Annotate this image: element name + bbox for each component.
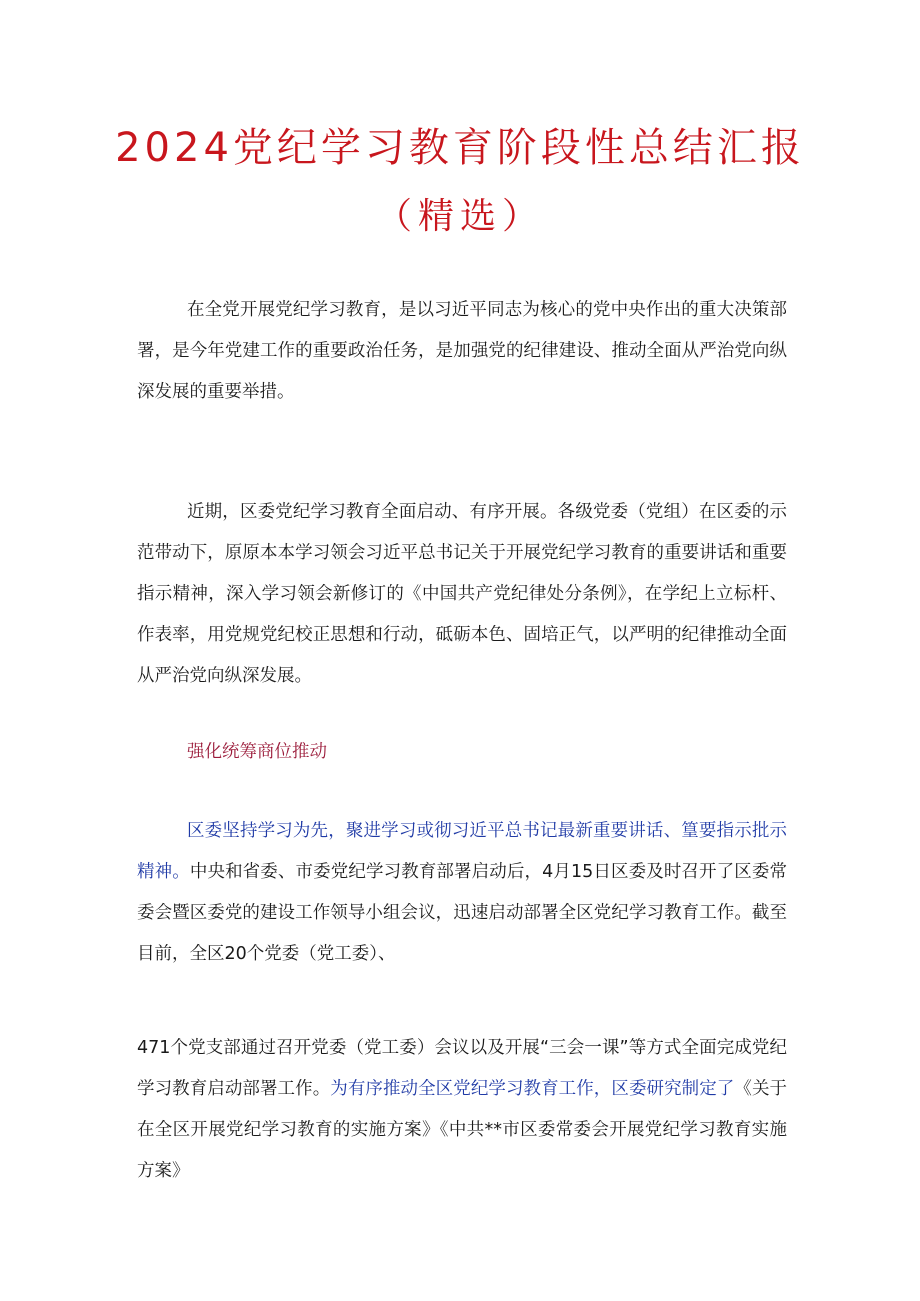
highlighted-sentence: 为有序推动全区党纪学习教育工作，区委研究制定了 [330, 1079, 735, 1099]
highlighted-sentence: 区委坚持学习为先，聚进学习或彻习近平总书记最新重要讲话、篁要指示批示精神。 [137, 821, 787, 882]
section-heading: 强化统筹商位推动 [187, 742, 327, 762]
document-subtitle: （精选） [375, 196, 544, 237]
paragraph-recent: 近期，区委党纪学习教育全面启动、有序开展。各级党委（党组）在区委的示范带动下，原原本本学习领会习近平总书记关于开展党纪学习教育的重要讲话和重要指示精神，深入学习领会新修订的《中国共产党纪律处分条例》，在学纪上立标杆、作表率，用党规党纪校正思想和行动，砥砺本色、固培正气，以严明的纪律推动全面从严治党向纵深发展。 [137, 502, 787, 686]
body-sentence: 中央和省委、市委党纪学习教育部署启动后，4月15日区委及时召开了区委常委会暨区委党的建设工作领导小组会议，迅速启动部署全区党纪学习教育工作。截至目前，全区20个党委（党工委）、 [137, 862, 787, 964]
paragraph-party-branches [137, 1028, 787, 1192]
paragraph-intro: 在全党开展党纪学习教育，是以习近平同志为核心的党中央作出的重大决策部署，是今年党建工作的重要政治任务，是加强党的纪律建设、推动全面从严治党向纵深发展的重要举措。 [137, 300, 787, 402]
body-sentence: 《关于在全区开展党纪学习教育的实施方案》《中共**市区委常委会开展党纪学习教育实施方案》 [137, 1079, 788, 1181]
body-sentence: 471个党支部通过召开党委（党工委）会议以及开展“三会一课”等方式全面完成党纪学习教育启动部署工作。 [137, 1038, 787, 1099]
document-title: 2024党纪学习教育阶段性总结汇报 [115, 125, 805, 171]
paragraph-coordination [137, 811, 787, 975]
